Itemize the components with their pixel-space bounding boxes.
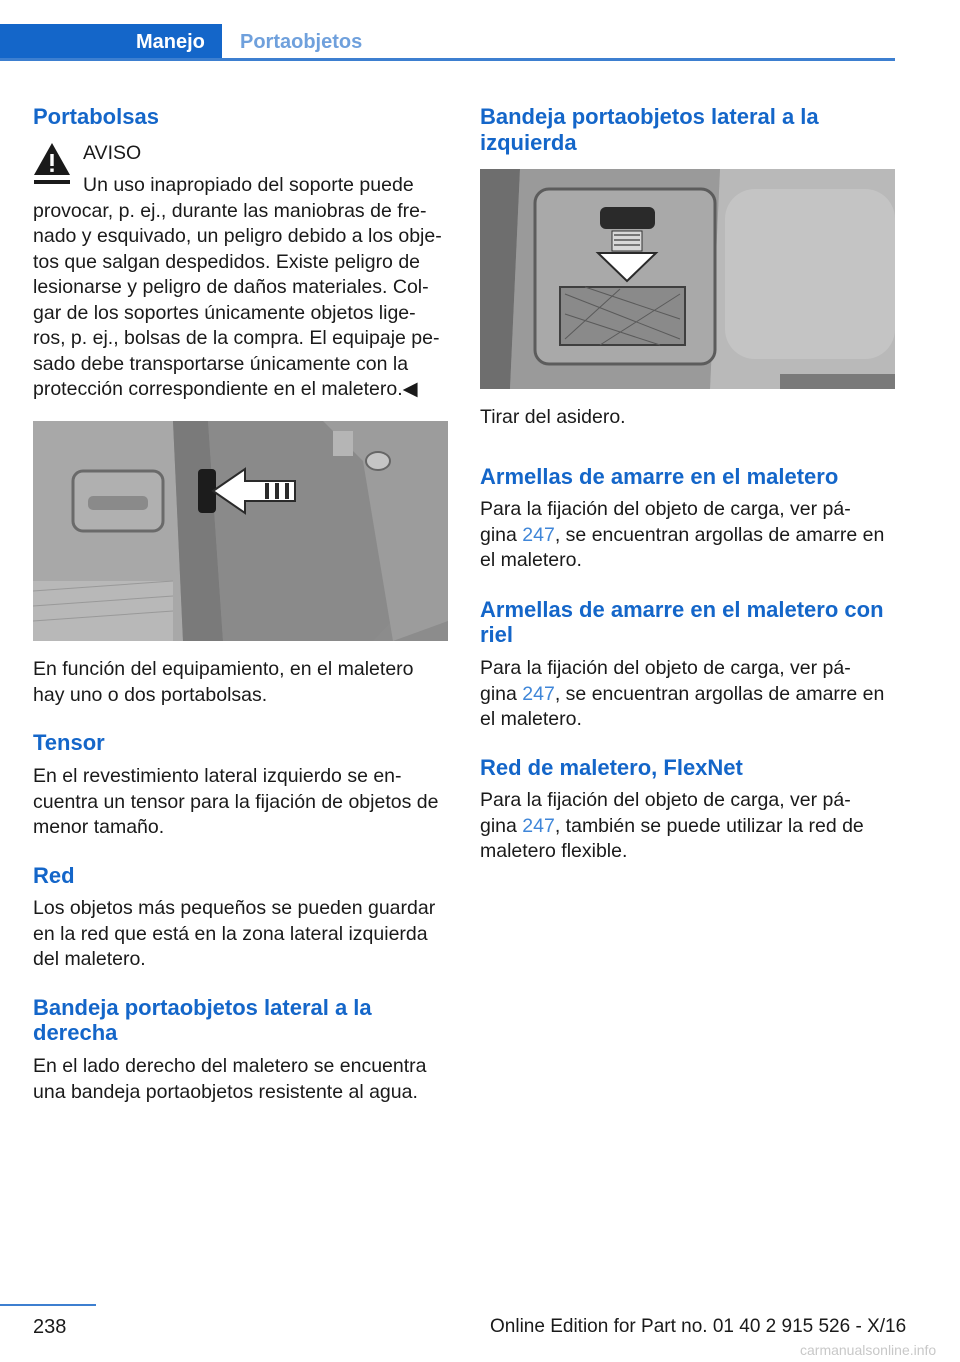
- warning-line: lesionarse y peligro de daños materiales. Col‐: [33, 276, 429, 298]
- riel-text: el maletero.: [480, 708, 582, 730]
- bandeja-izquierda-photo: [480, 169, 895, 389]
- warning-triangle-icon: [33, 141, 71, 185]
- tab-manejo[interactable]: Manejo: [0, 24, 222, 61]
- armellas-text-b: , se encuentran argollas de amarre en: [554, 523, 885, 546]
- portabolsas-caption: hay uno o dos portabolsas.: [33, 683, 268, 706]
- section-title-tensor: Tensor: [33, 730, 105, 755]
- running-header: [0, 0, 895, 62]
- header-rule: [0, 58, 895, 61]
- warning-line: sado debe transportarse únicamente con la: [33, 352, 409, 375]
- section-title-armellas: Armellas de amarre en el maletero: [480, 464, 839, 489]
- warning-label: AVISO: [83, 142, 142, 164]
- warning-line: Un uso inapropiado del soporte puede: [83, 174, 414, 196]
- footer-rule: [0, 1304, 96, 1306]
- edition-note: Online Edition for Part no. 01 40 2 915 526 - X/16: [490, 1316, 907, 1337]
- red-text: Los objetos más pequeños se pueden guardar: [33, 897, 436, 919]
- section-title-red-flexnet: Red de maletero, FlexNet: [480, 755, 743, 780]
- section-title-armellas-riel: riel: [480, 622, 514, 647]
- flexnet-text-a: gina: [480, 814, 523, 837]
- tensor-text: cuentra un tensor para la fijación de objetos de: [33, 790, 439, 813]
- tensor-text: En el revestimiento lateral izquierdo se en‐: [33, 765, 402, 787]
- section-title-red: Red: [33, 863, 75, 888]
- flexnet-text: Para la fijación del objeto de carga, ver pá‐: [480, 789, 851, 811]
- red-text: del maletero.: [33, 948, 146, 970]
- warning-line: tos que salgan despedidos. Existe peligro de: [33, 250, 421, 273]
- bandeja-izquierda-caption: Tirar del asidero.: [480, 406, 626, 428]
- riel-text-a: gina: [480, 682, 523, 705]
- section-title-bandeja-izquierda: izquierda: [480, 130, 577, 155]
- riel-text: Para la fijación del objeto de carga, ver pá‐: [480, 657, 851, 679]
- tab-portaobjetos[interactable]: Portaobjetos: [240, 31, 363, 53]
- warning-line: ros, p. ej., bolsas de la compra. El equipaje pe‐: [33, 327, 440, 349]
- portabolsas-photo: [33, 421, 448, 641]
- flexnet-text: maletero flexible.: [480, 840, 628, 862]
- bandeja-derecha-text: una bandeja portaobjetos resistente al agua.: [33, 1080, 418, 1103]
- page-link-247[interactable]: 247: [522, 682, 555, 705]
- page-number: 238: [33, 1316, 67, 1338]
- section-title-portabolsas: Portabolsas: [33, 104, 159, 129]
- warning-line: nado y esquivado, un peligro debido a los obje‐: [33, 225, 442, 247]
- watermark: carmanualsonline.info: [800, 1342, 937, 1358]
- warning-line: gar de los soportes únicamente objetos lige‐: [33, 301, 416, 324]
- page-link-247[interactable]: 247: [522, 523, 555, 546]
- section-title-bandeja-izquierda: Bandeja portaobjetos lateral a la: [480, 104, 819, 129]
- section-title-armellas-riel: Armellas de amarre en el maletero con: [480, 597, 884, 622]
- warning-line: provocar, p. ej., durante las maniobras de fre‐: [33, 199, 427, 222]
- armellas-text-a: gina: [480, 523, 523, 546]
- red-text: en la red que está en la zona lateral izquierda: [33, 922, 428, 945]
- flexnet-text: [480, 814, 864, 840]
- armellas-text: Para la fijación del objeto de carga, ver pá‐: [480, 498, 851, 520]
- warning-line: protección correspondiente en el maletero.◀: [33, 378, 418, 400]
- armellas-text: [480, 523, 884, 549]
- tensor-text: menor tamaño.: [33, 816, 165, 838]
- flexnet-text-b: , también se puede utilizar la red de: [554, 814, 864, 837]
- portabolsas-caption: En función del equipamiento, en el maletero: [33, 658, 414, 680]
- page-link-247[interactable]: 247: [522, 814, 555, 837]
- riel-text: [480, 682, 884, 708]
- section-title-bandeja-derecha: derecha: [33, 1020, 118, 1045]
- bandeja-derecha-text: En el lado derecho del maletero se encuentra: [33, 1055, 427, 1077]
- section-title-bandeja-derecha: Bandeja portaobjetos lateral a la: [33, 995, 372, 1020]
- armellas-text: el maletero.: [480, 549, 582, 571]
- riel-text-b: , se encuentran argollas de amarre en: [554, 682, 885, 705]
